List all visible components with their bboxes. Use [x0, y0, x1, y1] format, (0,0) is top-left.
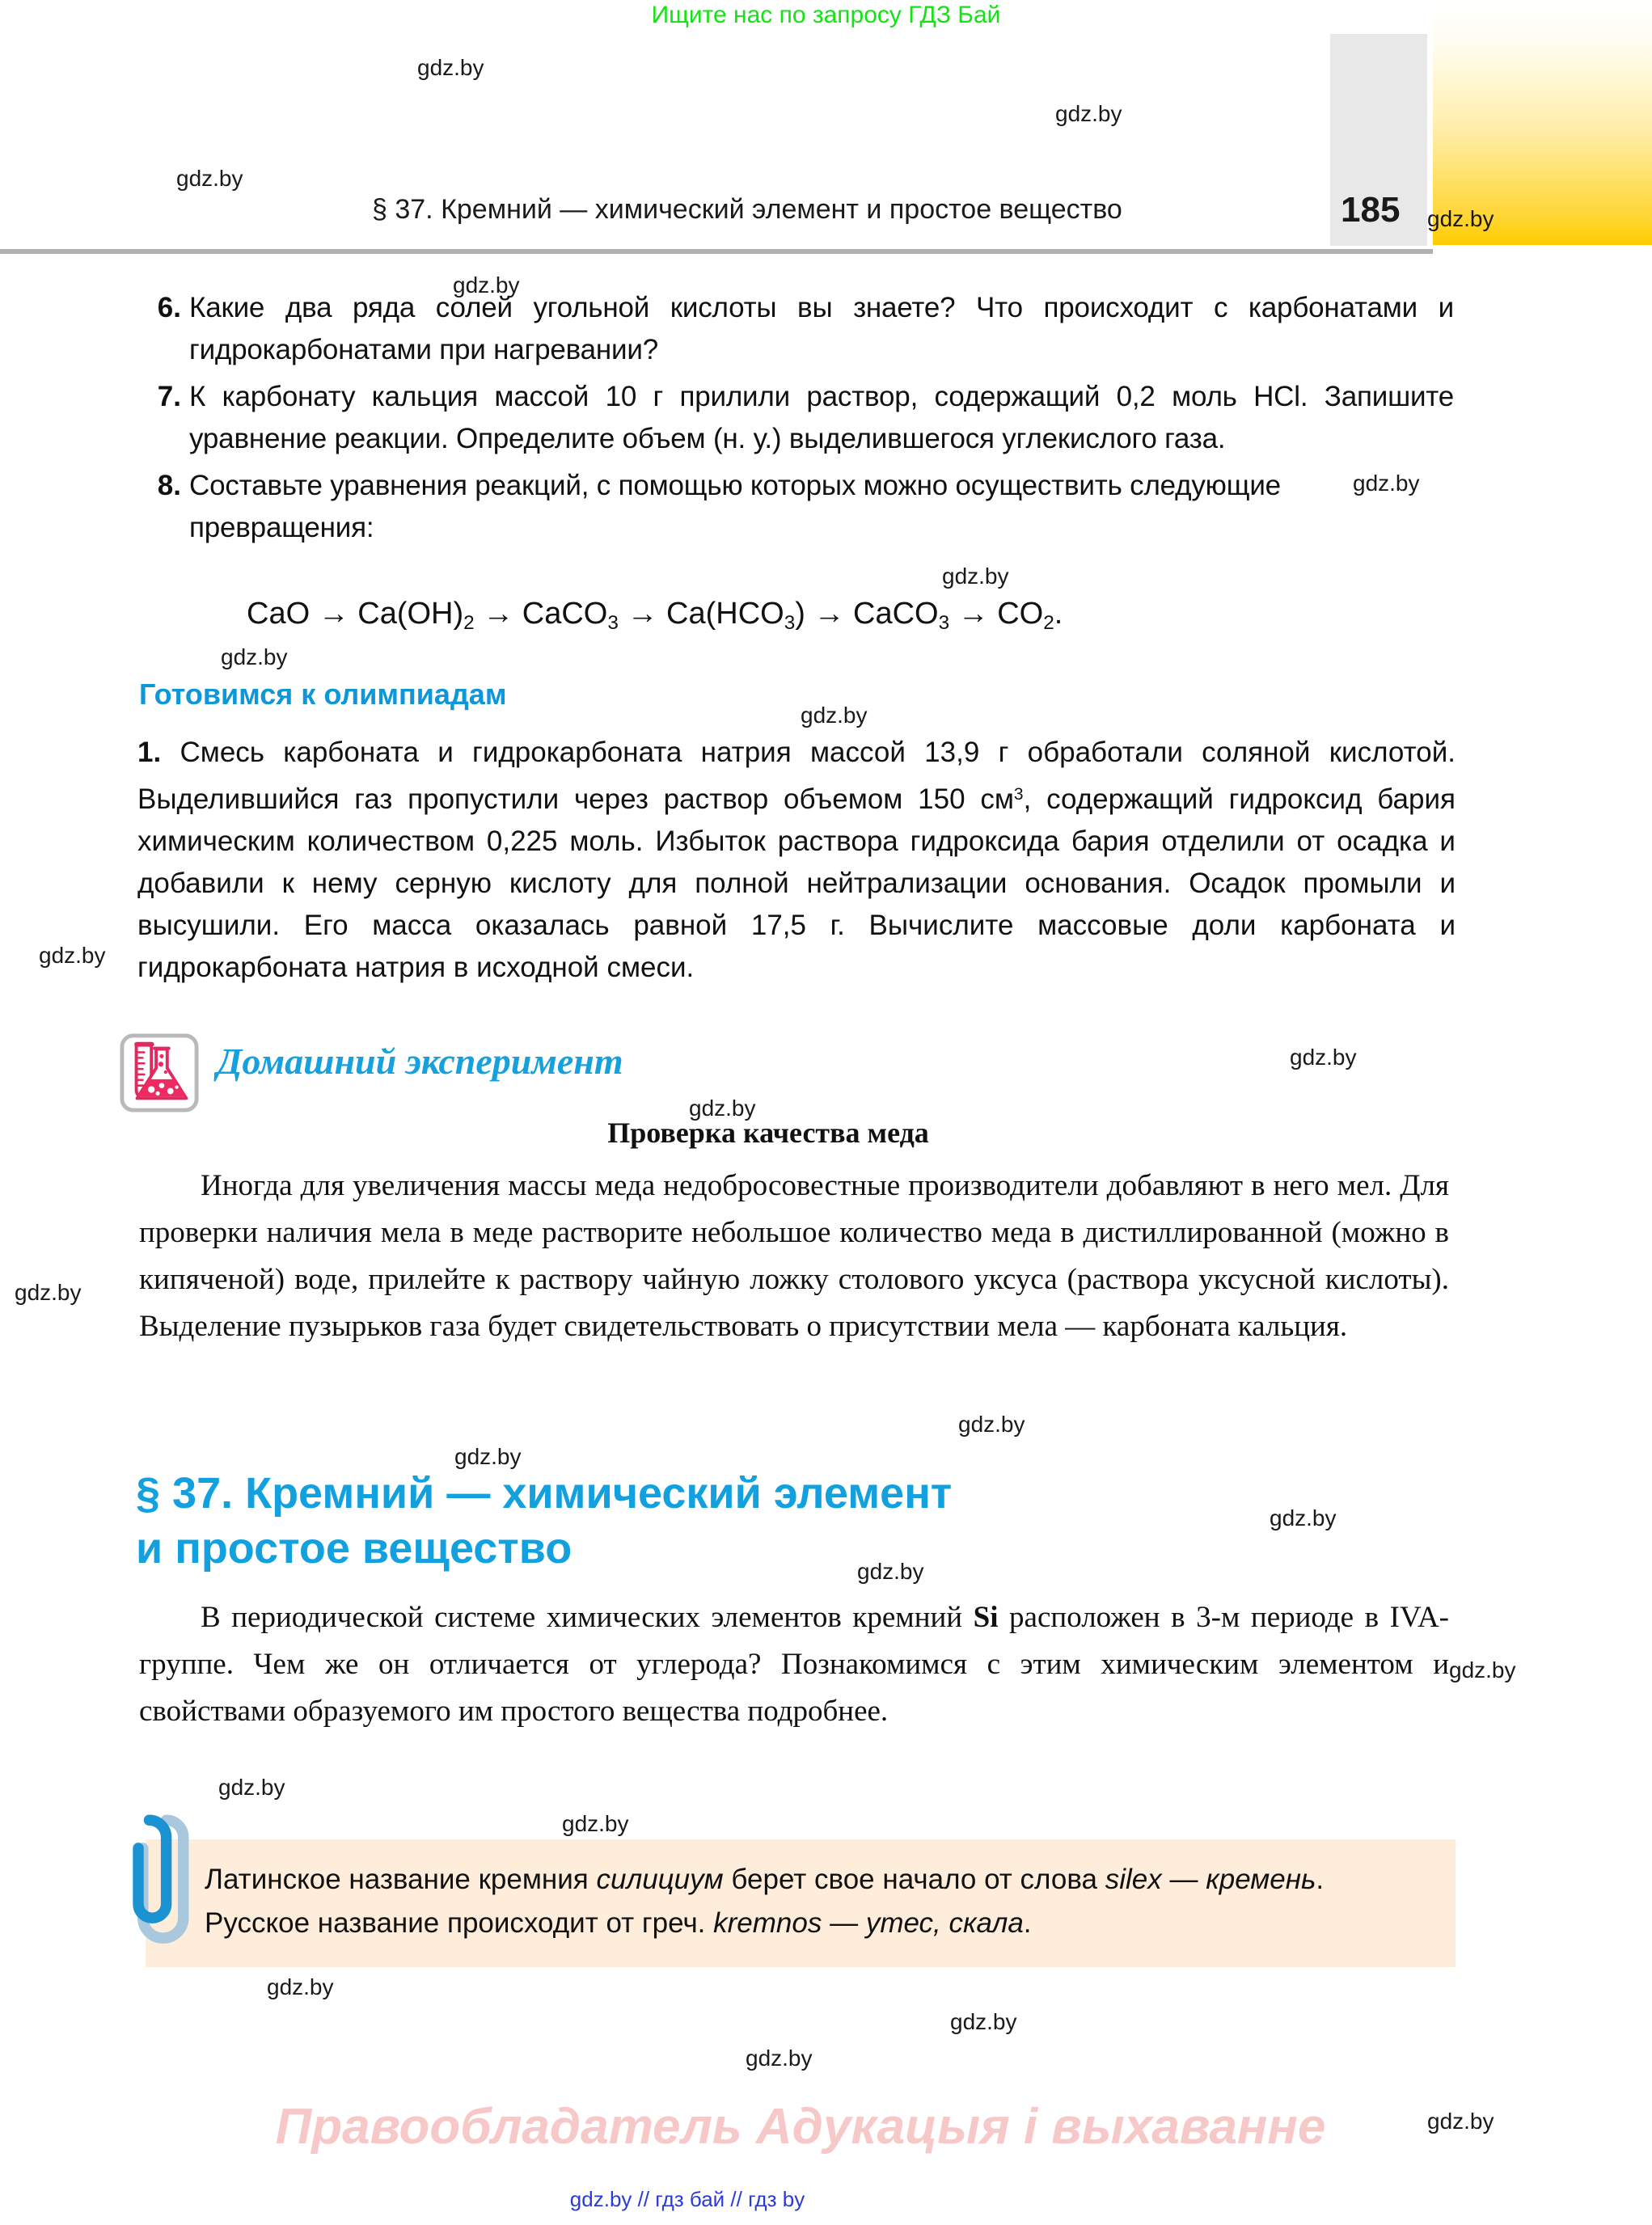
site-watermark: gdz.by	[1055, 101, 1122, 126]
site-watermark: gdz.by	[454, 1444, 522, 1469]
running-head: § 37. Кремний — химический элемент и простое вещество	[372, 194, 1122, 225]
site-watermark: gdz.by	[39, 943, 106, 968]
page-title	[136, 1466, 1187, 1576]
exercise-number: 7.	[157, 381, 181, 412]
site-watermark: gdz.by	[1353, 471, 1420, 496]
exercise-text: Составьте уравнения реакций, с помощью которых можно осуществить следующие превращения:	[189, 470, 1281, 543]
paperclip-icon	[120, 1805, 197, 1963]
site-watermark: gdz.by	[746, 2046, 813, 2071]
site-watermark: gdz.by	[267, 1974, 334, 1999]
site-watermark: gdz.by	[176, 166, 243, 191]
site-watermark: gdz.by	[857, 1559, 924, 1584]
footer-links: gdz.by // гдз бай // гдз by	[569, 2187, 805, 2211]
flask-test-tube-icon	[120, 1033, 199, 1112]
page-edge-tab	[1433, 0, 1652, 245]
promo-banner: Ищите нас по запросу ГДЗ Бай	[651, 2, 1001, 28]
site-watermark: gdz.by	[942, 564, 1009, 589]
olympiad-heading: Готовимся к олимпиадам	[139, 678, 507, 711]
chemical-equation: CaO → $Ca(OH)_2$ → CaCO$_3$ → $Ca(HCO_3)$ → CaCO$_3$ → $CO_2$.	[247, 597, 1063, 634]
site-watermark: gdz.by	[453, 272, 520, 298]
exercise-text: К карбонату кальция массой 10 г прилили раствор, содержащий 0,2 моль HCl. Запишите уравнение реакции. Определите объем (н. у.) выделившегося углекислого газа.	[189, 381, 1454, 454]
site-watermark: gdz.by	[950, 2009, 1017, 2034]
exercise-list	[139, 287, 1454, 554]
site-watermark: gdz.by	[958, 1412, 1025, 1437]
section-title-line-1: § 37. Кремний — химический элемент	[136, 1469, 953, 1518]
section-title-line-2: и простое вещество	[136, 1524, 572, 1573]
home-experiment-title: Домашний эксперимент	[217, 1041, 623, 1082]
copyright-watermark: Правообладатель Адукацыя і выхаванне	[275, 2099, 1326, 2155]
exercise-text: Какие два ряда солей угольной кислоты вы знаете? Что происходит с карбонатами и гидрокарбонатами при нагревании?	[189, 292, 1454, 365]
site-watermark: gdz.by	[218, 1775, 285, 1800]
home-experiment-text: Иногда для увеличения массы меда недобросовестные производители добавляют в него мел. Для проверки наличия мела в меде растворите небольшое количество меда в дистиллированной (можно в кипяченой) воде, прилейте к раствору чайную ложку столового уксуса (раствора уксусной кислоты). Выделение пузырьков газа будет свидетельствовать о присутствии мела — карбоната кальция.	[139, 1169, 1449, 1343]
list-item	[139, 465, 1454, 549]
exercise-number: 8.	[157, 470, 181, 501]
site-watermark: gdz.by	[562, 1811, 629, 1836]
home-experiment-subtitle: Проверка качества меда	[607, 1117, 929, 1149]
site-watermark: gdz.by	[1449, 1657, 1516, 1682]
site-watermark: gdz.by	[689, 1096, 756, 1121]
header-rule	[0, 249, 1433, 254]
olympiad-problem-text: Смесь карбоната и гидрокарбоната натрия массой 13,9 г обработали соляной кислотой. Выделившийся газ пропустили через раствор объемом 150 $см^3$, содержащий гидроксид бария химическим количеством 0,225 моль. Избыток раствора гидроксида бария отделили от осадка и добавили к нему серную кислоту для полной нейтрализации основания. Осадок промыли и высушили. Его масса оказалась равной 17,5 г. Вычислите массовые доли карбоната и гидрокарбоната натрия в исходной смеси.	[137, 737, 1456, 983]
list-item	[139, 287, 1454, 371]
site-watermark: gdz.by	[1290, 1045, 1357, 1070]
note-text: Латинское название кремния силициум берет свое начало от слова silex — кремень. Русское название происходит от греч. kremnos — утес, скала.	[205, 1864, 1325, 1939]
exercise-number: 6.	[157, 292, 181, 323]
olympiad-item-number: 1.	[137, 737, 162, 768]
list-item	[139, 376, 1454, 460]
page-number: 185	[1341, 190, 1401, 230]
site-watermark: gdz.by	[15, 1280, 82, 1305]
site-watermark: gdz.by	[1270, 1505, 1337, 1530]
site-watermark: gdz.by	[1427, 2109, 1494, 2134]
site-watermark: gdz.by	[801, 703, 868, 728]
site-watermark: gdz.by	[417, 55, 484, 80]
site-watermark: gdz.by	[221, 644, 288, 669]
olympiad-problem	[137, 732, 1456, 989]
site-watermark: gdz.by	[1427, 206, 1494, 231]
section-intro-paragraph: В периодической системе химических элементов кремний Si расположен в 3-м периоде в IVA-группе. Чем же он отличается от углерода? Познакомимся с этим химическим элементом и свойствами образуемого им простого вещества подробнее.	[139, 1601, 1449, 1728]
